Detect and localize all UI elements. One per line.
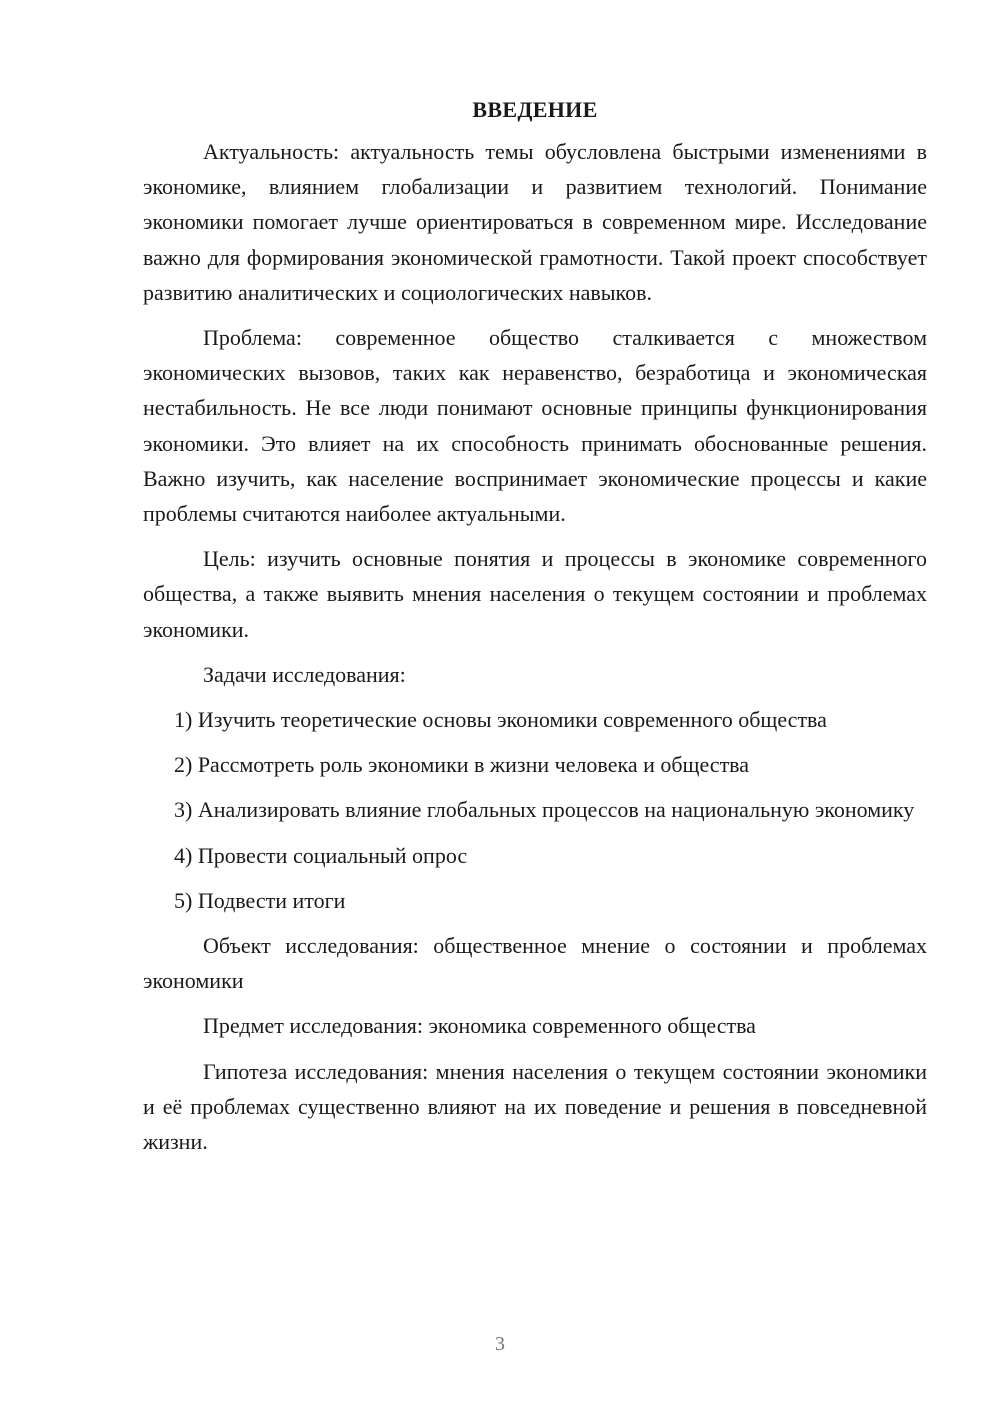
page-number: 3 <box>495 1333 505 1355</box>
document-title: ВВЕДЕНИЕ <box>472 97 598 122</box>
paragraph-goal: Цель: изучить основные понятия и процессы в экономике современного общества, а также выявить мнения населения о текущем состоянии и проблемах экономики. <box>143 546 927 642</box>
document-page <box>143 92 927 1169</box>
paragraph-subject: Предмет исследования: экономика современного общества <box>203 1013 756 1039</box>
paragraph-tasks-heading: Задачи исследования: <box>203 661 406 687</box>
task-item-5: 5) Подвести итоги <box>174 887 346 913</box>
task-item-3: 3) Анализировать влияние глобальных процессов на национальную экономику <box>174 797 915 823</box>
task-item-4: 4) Провести социальный опрос <box>174 842 468 868</box>
task-item-2: 2) Рассмотреть роль экономики в жизни человека и общества <box>174 752 750 778</box>
task-item-1: 1) Изучить теоретические основы экономики современного общества <box>174 707 827 733</box>
paragraph-object: Объект исследования: общественное мнение о состоянии и проблемах экономики <box>143 933 927 994</box>
paragraph-problem: Проблема: современное общество сталкивается с множеством экономических вызовов, таких как неравенство, безработица и экономическая нестабильность. Не все люди понимают основные принципы функционирования экономики. Это влияет на их способность принимать обоснованные решения. Важно изучить, как население воспринимает экономические процессы и какие проблемы считаются наиболее актуальными. <box>143 325 927 527</box>
paragraph-relevance: Актуальность: актуальность темы обусловлена быстрыми изменениями в экономике, влиянием глобализации и развитием технологий. Понимание экономики помогает лучше ориентироваться в современном мире. Исследование важно для формирования экономической грамотности. Такой проект способствует развитию аналитических и социологических навыков. <box>143 139 927 305</box>
paragraph-hypothesis: Гипотеза исследования: мнения населения о текущем состоянии экономики и её проблемах существенно влияют на их поведение и решения в повседневной жизни. <box>143 1058 927 1155</box>
